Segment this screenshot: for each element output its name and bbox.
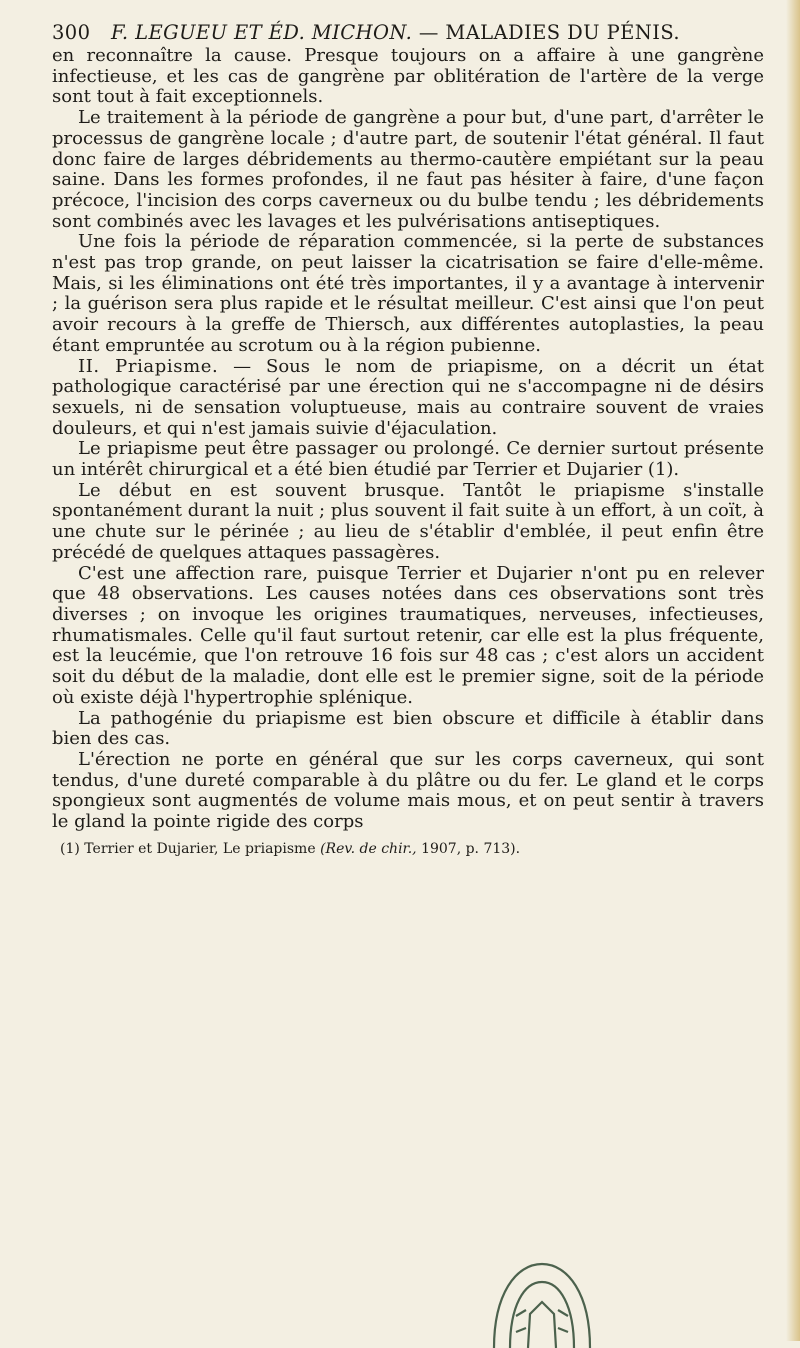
header-separator: — bbox=[418, 21, 439, 44]
paragraph-continued: en reconnaître la cause. Presque toujours on a affaire à une gangrène infectieuse, et les cas de gangrène par oblitération de l'artère de la verge sont tout à fait exceptionnels. bbox=[52, 45, 764, 108]
paragraph-reparation: Une fois la période de réparation commencée, si la perte de substances n'est pas trop grande, on peut laisser la cicatrisation se faire d'elle-même. Mais, si les éliminations ont été très importantes, il y a avantage à intervenir ; la guérison sera plus rapide et le résultat meilleur. C'est ainsi que l'on peut avoir recours à la greffe de Thiersch, aux différentes autoplasties, la peau étant empruntée au scrotum ou à la région pubienne. bbox=[52, 231, 764, 356]
footnote-text: Terrier et Dujarier, Le priapisme bbox=[84, 840, 316, 857]
paragraph-passager: Le priapisme peut être passager ou prolongé. Ce dernier surtout présente un intérêt chirurgical et a été bien étudié par Terrier et Dujarier (1). bbox=[52, 438, 764, 481]
footnote bbox=[52, 841, 764, 858]
stamp-outer-ring bbox=[494, 1264, 590, 1348]
footnote-journal: (Rev. de chir., bbox=[320, 840, 417, 857]
header-authors: F. LEGUEU ET ÉD. MICHON. bbox=[111, 21, 413, 44]
paragraph-debut: Le début en est souvent brusque. Tantôt le priapisme s'installe spontanément durant la nuit ; plus souvent il fait suite à un effort, à un coït, à une chute sur le périnée ; au lieu de s'établir d'emblée, il peut enfin être précédé de quelques attaques passagères. bbox=[52, 479, 764, 563]
section-dash: — bbox=[233, 355, 252, 377]
section-heading: II. Priapisme. bbox=[78, 355, 219, 377]
section-priapisme bbox=[52, 357, 764, 440]
paragraph-erection: L'érection ne porte en général que sur les corps caverneux, qui sont tendus, d'une dureté comparable à du plâtre ou du fer. Le gland et le corps spongieux sont augmentés de volume mais mous, et on peut sentir à travers le gland la pointe rigide des corps bbox=[52, 748, 764, 833]
library-stamp bbox=[486, 1256, 598, 1348]
paragraph-affection: C'est une affection rare, puisque Terrier et Dujarier n'ont pu en relever que 48 observations. Les causes notées dans ces observations sont très diverses ; on invoque les origines traumatiques, nerveuses, infectieuses, rhumatismales. Celle qu'il faut surtout retenir, car elle est la plus fréquente, est la leucémie, que l'on retrouve 16 fois sur 48 cas ; c'est alors un accident soit du début de la maladie, dont elle est le premier signe, soit de la période où existe déjà l'hypertrophie splénique. bbox=[52, 562, 764, 708]
stamp-inner-shape bbox=[528, 1302, 556, 1348]
paragraph-pathogenie: La pathogénie du priapisme est bien obscure et difficile à établir dans bien des cas. bbox=[52, 707, 764, 750]
footnote-number: (1) bbox=[60, 840, 80, 857]
page-content bbox=[52, 22, 764, 858]
paragraph-traitement: Le traitement à la période de gangrène a pour but, d'une part, d'arrêter le processus de gangrène locale ; d'autre part, de soutenir l'état général. Il faut donc faire de larges débridements au thermo-cautère empiétant sur la peau saine. Dans les formes profondes, il ne faut pas hésiter à faire, d'une façon précoce, l'incision des corps caverneux ou du bulbe tendu ; les débridements sont combinés avec les lavages et les pulvérisations antiseptiques. bbox=[52, 107, 764, 232]
section-text: Sous le nom de priapisme, on a décrit un état pathologique caractérisé par une érection qui ne s'accompagne ni de désirs sexuels, ni de sensation voluptueuse, mais au contraire souvent de vraies douleurs, et qui n'est jamais suivie d'éjaculation. bbox=[52, 355, 765, 439]
page-number: 300 bbox=[52, 21, 91, 44]
page-edge bbox=[786, 0, 800, 1341]
footnote-details: 1907, p. 713). bbox=[421, 840, 521, 857]
header-title: MALADIES DU PÉNIS. bbox=[445, 21, 680, 44]
running-header bbox=[52, 22, 764, 44]
